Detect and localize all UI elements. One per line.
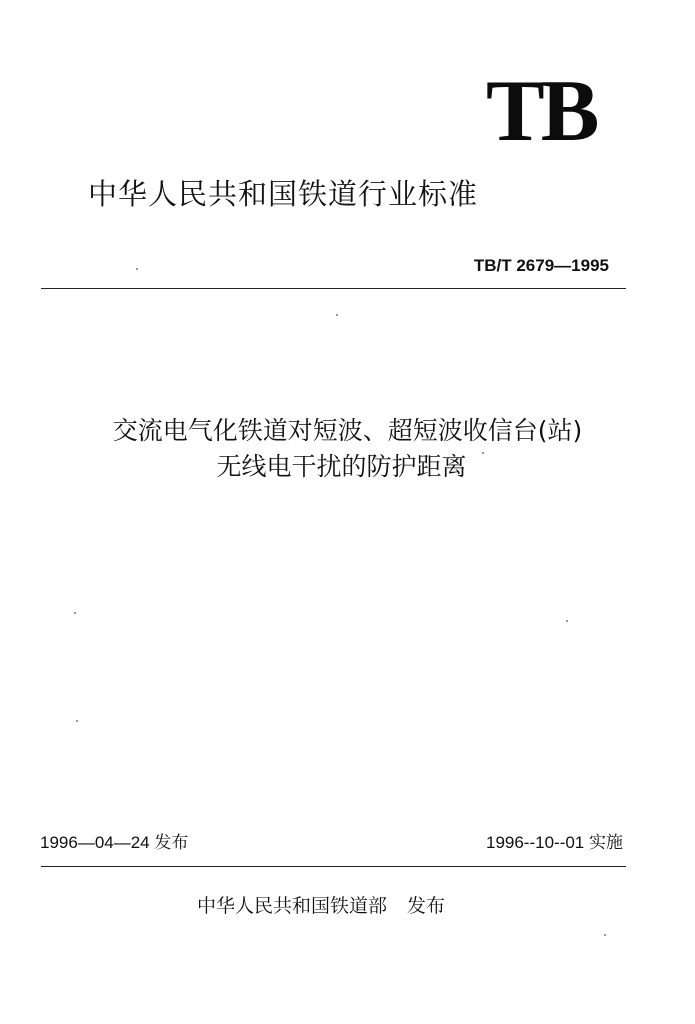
document-title-line1: 交流电气化铁道对短波、超短波收信台(站) bbox=[112, 416, 583, 445]
footer-divider bbox=[41, 866, 626, 867]
header-divider bbox=[41, 288, 626, 289]
document-title-line2: 无线电干扰的防护距离 bbox=[216, 452, 467, 481]
scan-speck bbox=[482, 452, 484, 454]
standard-code: TB/T 2679—1995 bbox=[473, 256, 609, 275]
scan-speck bbox=[76, 720, 78, 722]
issuer-line bbox=[197, 893, 445, 919]
standard-category: 中华人民共和国铁道行业标准 bbox=[88, 177, 479, 211]
scan-speck bbox=[566, 620, 568, 622]
issuer-action: 发布 bbox=[407, 895, 446, 917]
issuer-name: 中华人民共和国铁道部 bbox=[197, 895, 388, 917]
scan-speck bbox=[74, 612, 76, 614]
scan-speck bbox=[136, 268, 138, 270]
implementation-date: 1996--10--01 实施 bbox=[485, 833, 623, 852]
issue-date: 1996—04—24 发布 bbox=[40, 833, 189, 852]
scan-speck bbox=[336, 314, 338, 316]
tb-logo: TB bbox=[486, 63, 596, 160]
scan-speck bbox=[604, 934, 606, 936]
